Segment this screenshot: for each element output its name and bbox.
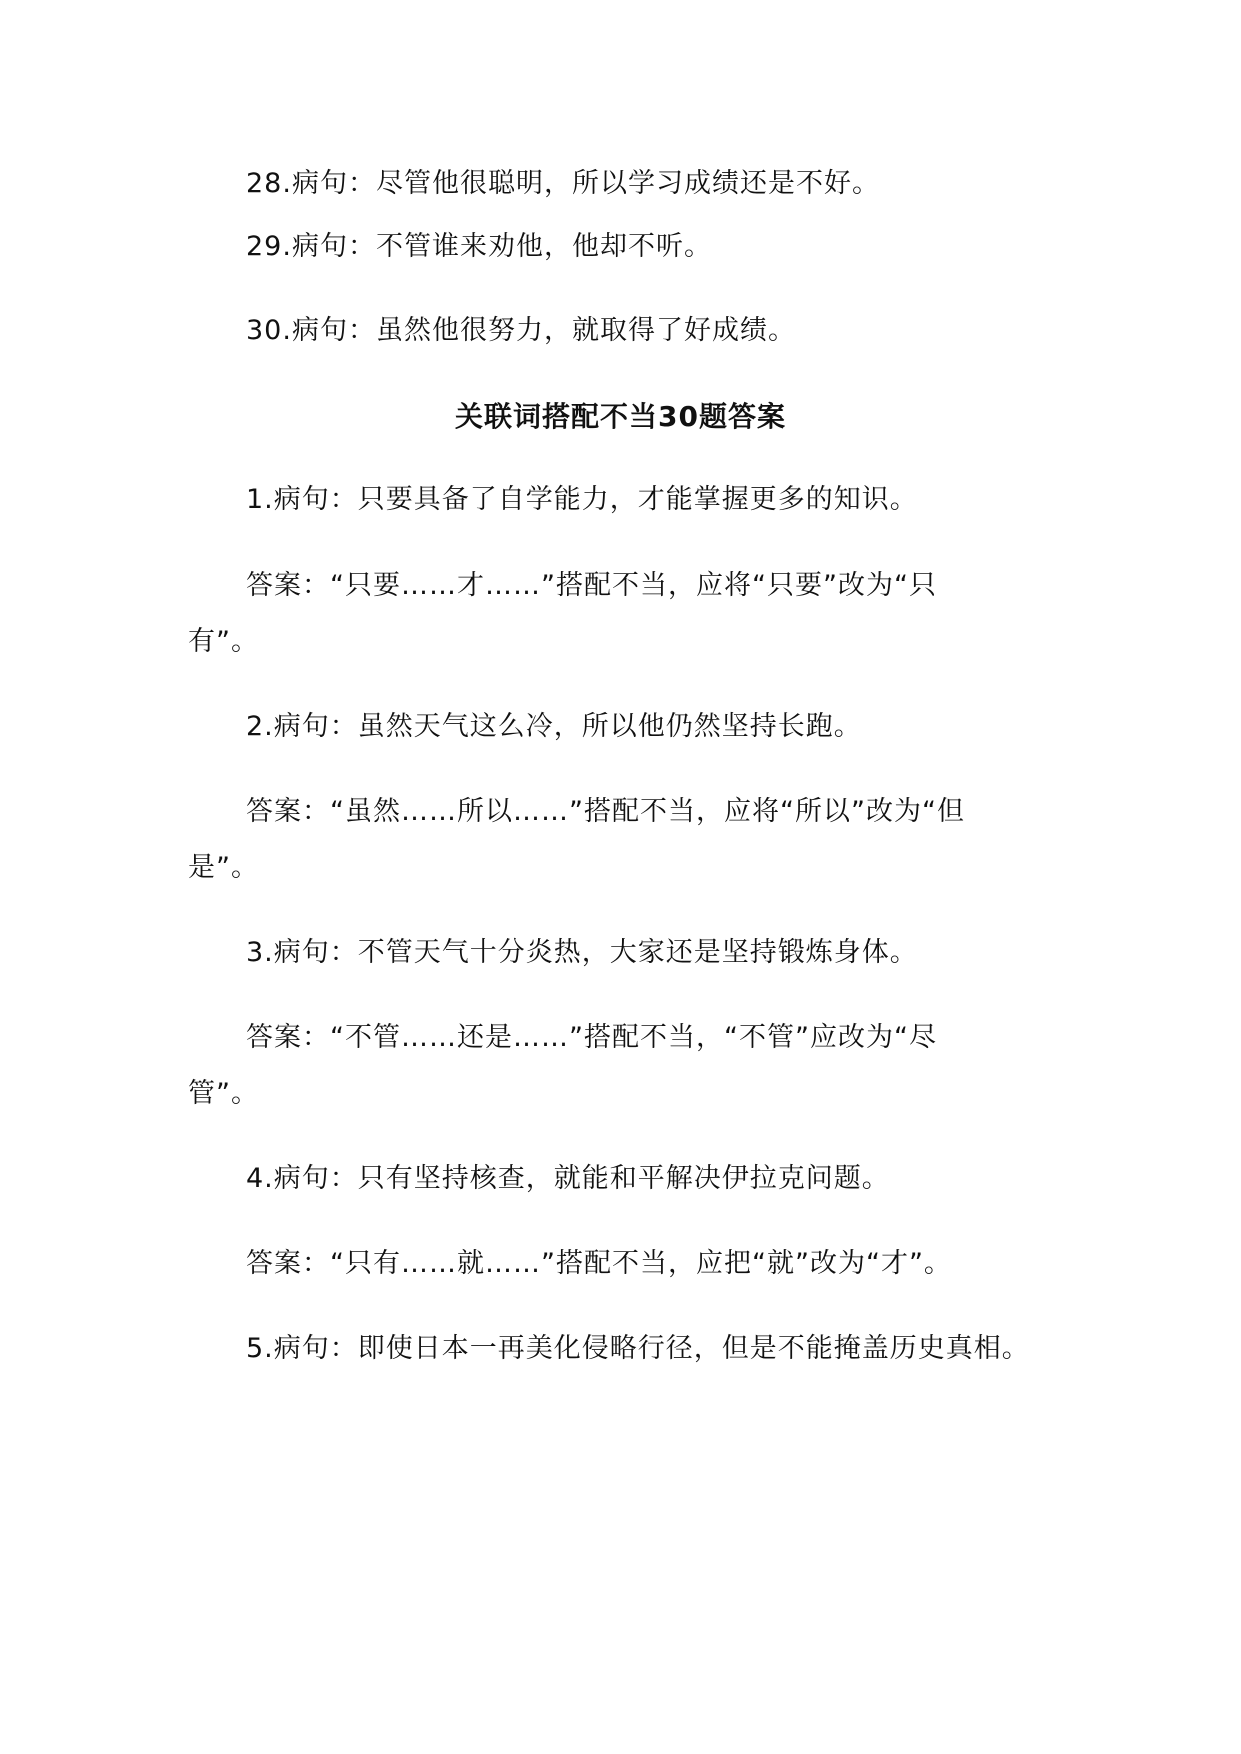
item-2-answer: 答案：“虽然……所以……”搭配不当，应将“所以”改为“但 [246, 796, 965, 827]
item-4-answer: 答案：“只有……就……”搭配不当，应把“就”改为“才”。 [246, 1248, 952, 1279]
answers-title: 关联词搭配不当30题答案 [455, 400, 786, 433]
question-28: 28.病句：尽管他很聪明，所以学习成绩还是不好。 [246, 168, 880, 199]
item-2-sentence: 2.病句：虽然天气这么冷，所以他仍然坚持长跑。 [246, 711, 862, 742]
item-5-sentence: 5.病句：即使日本一再美化侵略行径，但是不能掩盖历史真相。 [246, 1333, 1030, 1364]
item-1-answer: 答案：“只要……才……”搭配不当，应将“只要”改为“只 [246, 570, 937, 601]
question-30: 30.病句：虽然他很努力，就取得了好成绩。 [246, 315, 796, 346]
item-1-sentence: 1.病句：只要具备了自学能力，才能掌握更多的知识。 [246, 484, 918, 515]
item-1-answer-cont: 有”。 [188, 626, 259, 657]
item-2-answer-cont: 是”。 [188, 852, 259, 883]
item-4-sentence: 4.病句：只有坚持核查，就能和平解决伊拉克问题。 [246, 1163, 890, 1194]
item-3-sentence: 3.病句：不管天气十分炎热，大家还是坚持锻炼身体。 [246, 937, 918, 968]
item-3-answer: 答案：“不管……还是……”搭配不当，“不管”应改为“尽 [246, 1022, 937, 1053]
item-3-answer-cont: 管”。 [188, 1078, 259, 1109]
question-29: 29.病句：不管谁来劝他，他却不听。 [246, 231, 712, 262]
